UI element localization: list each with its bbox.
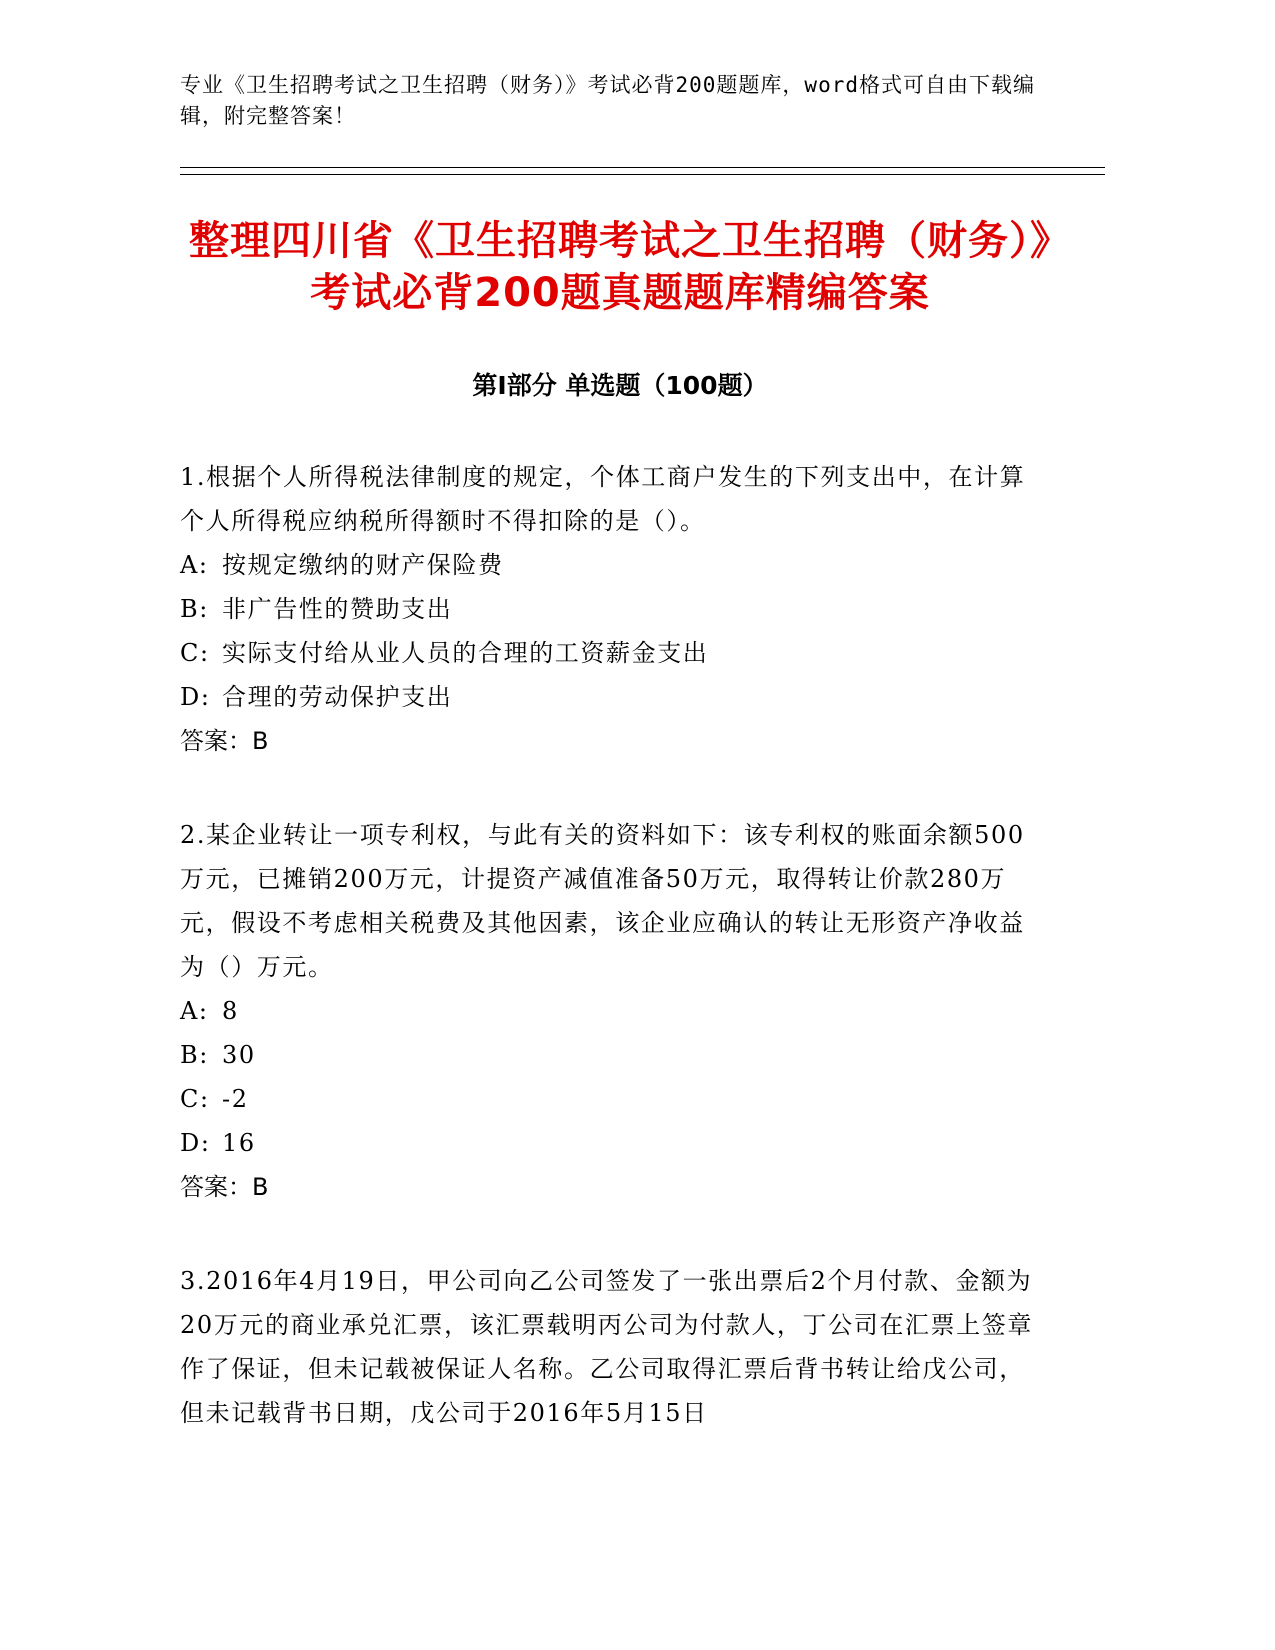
question-3 [180, 1259, 1105, 1435]
answer-label: 答案：B [180, 727, 269, 755]
option-a [180, 989, 1105, 1033]
option-text: 合理的劳动保护支出 [222, 683, 453, 711]
question-list [180, 455, 1105, 1435]
option-text: 30 [222, 1041, 256, 1069]
answer-label: 答案：B [180, 1173, 269, 1201]
question-1 [180, 455, 1105, 763]
option-text: 16 [222, 1129, 256, 1157]
header-note: 专业《卫生招聘考试之卫生招聘（财务）》考试必背200题题库，word格式可自由下载编辑，附完整答案！ [180, 73, 1035, 128]
question-stem: 2.某企业转让一项专利权，与此有关的资料如下：该专利权的账面余额500万元，已摊销200万元，计提资产减值准备50万元，取得转让价款280万元，假设不考虑相关税费及其他因素，该企业应确认的转让无形资产净收益为（）万元。 [180, 821, 1025, 981]
option-a [180, 543, 1105, 587]
option-b [180, 587, 1105, 631]
option-d [180, 675, 1105, 719]
option-key: D: [180, 1129, 211, 1157]
option-key: D: [180, 683, 211, 711]
header-divider [180, 167, 1105, 175]
option-list [180, 989, 1105, 1165]
option-text: -2 [222, 1085, 249, 1113]
question-stem: 1.根据个人所得税法律制度的规定，个体工商户发生的下列支出中，在计算个人所得税应纳税所得额时不得扣除的是（）。 [180, 463, 1026, 535]
option-text: 8 [222, 997, 239, 1025]
document-title: 整理四川省《卫生招聘考试之卫生招聘（财务）》考试必背200题真题题库精编答案 [189, 218, 1051, 316]
option-text: 非广告性的赞助支出 [222, 595, 453, 623]
option-text: 按规定缴纳的财产保险费 [222, 551, 504, 579]
option-key: B: [180, 1041, 209, 1069]
option-key: A: [180, 551, 209, 579]
option-c [180, 631, 1105, 675]
option-c [180, 1077, 1105, 1121]
option-text: 实际支付给从业人员的合理的工资薪金支出 [222, 639, 709, 667]
option-key: A: [180, 997, 209, 1025]
question-stem: 3.2016年4月19日，甲公司向乙公司签发了一张出票后2个月付款、金额为20万元的商业承兑汇票，该汇票载明丙公司为付款人，丁公司在汇票上签章作了保证，但未记载被保证人名称。乙公司取得汇票后背书转让给戊公司，但未记载背书日期，戊公司于2016年5月15日 [180, 1267, 1033, 1427]
option-key: B: [180, 595, 209, 623]
document-page [180, 70, 1105, 1485]
option-key: C: [180, 1085, 210, 1113]
question-2 [180, 813, 1105, 1209]
option-list [180, 543, 1105, 719]
option-key: C: [180, 639, 210, 667]
option-d [180, 1121, 1105, 1165]
option-b [180, 1033, 1105, 1077]
section-title: 第I部分 单选题（100题） [472, 371, 768, 400]
